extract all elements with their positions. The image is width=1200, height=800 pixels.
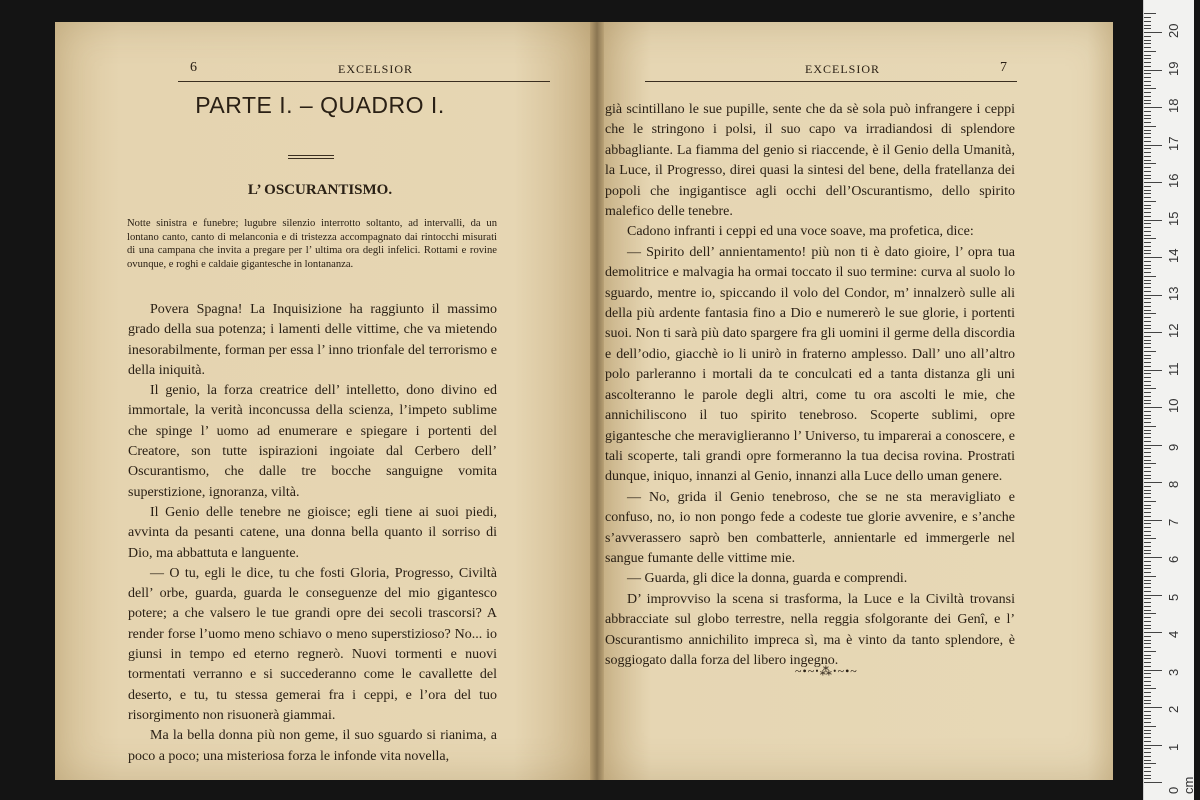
ruler-tick xyxy=(1144,632,1162,633)
chapter-title: PARTE I. – QUADRO I. xyxy=(195,92,445,118)
ruler-tick xyxy=(1144,306,1151,307)
ruler-tick xyxy=(1144,508,1151,509)
ruler-tick xyxy=(1144,28,1151,29)
ruler-number: 17 xyxy=(1166,136,1181,151)
ruler-tick xyxy=(1144,595,1162,596)
ruler-tick xyxy=(1144,475,1151,476)
ruler-tick xyxy=(1144,205,1151,206)
ruler-tick xyxy=(1144,692,1151,693)
ruler-tick xyxy=(1144,92,1151,93)
ruler-tick xyxy=(1144,501,1156,502)
ruler-tick xyxy=(1144,163,1156,164)
ruler-tick xyxy=(1144,295,1162,296)
left-running-head: EXCELSIOR xyxy=(338,62,413,76)
ruler-tick xyxy=(1144,561,1151,562)
ruler-tick xyxy=(1144,62,1151,63)
ruler-number: 14 xyxy=(1166,248,1181,263)
right-running-head: EXCELSIOR xyxy=(805,62,880,76)
ruler-tick xyxy=(1144,186,1151,187)
ruler-tick xyxy=(1144,407,1162,408)
ruler-tick xyxy=(1144,107,1162,108)
ruler-tick xyxy=(1144,130,1151,131)
ruler-tick xyxy=(1144,643,1151,644)
paragraph: Ma la bella donna più non geme, il suo sguardo si rianima, a poco a poco; una misteriosa forza le infonde vita novella, xyxy=(128,728,497,764)
paragraph: — O tu, egli le dice, tu che fosti Gloria, Progresso, Civiltà dell’ orbe, guarda, guarda le conseguenze del mio gigantesco potere; a che valsero le tue grandi opre dei secoli trascorsi? A render forse l’uomo meno schiavo o meno superstizioso? No... io giunsi in tempo ed eterno regnerò. Nuovi tormenti e nuovi tormentati verranno e si succederanno come le cavallette del deserto, e tu, tu stessa gemerai fra i ceppi, e l’ora del tuo risorgimento non risuonerà giammai. xyxy=(128,565,497,723)
ruler-tick xyxy=(1144,718,1151,719)
ruler-tick xyxy=(1144,302,1151,303)
ruler-unit-label: 0 cm xyxy=(1166,776,1196,794)
ruler-tick xyxy=(1144,733,1151,734)
ruler-tick xyxy=(1144,17,1151,18)
ruler-tick xyxy=(1144,276,1156,277)
ruler-tick xyxy=(1144,610,1151,611)
paragraph: Cadono infranti i ceppi ed una voce soave, ma profetica, dice: xyxy=(627,224,974,240)
ruler-tick xyxy=(1144,355,1151,356)
left-page-number: 6 xyxy=(190,60,198,75)
ruler-tick xyxy=(1144,576,1156,577)
ruler-tick xyxy=(1144,602,1151,603)
ruler-tick xyxy=(1144,452,1151,453)
ruler-tick xyxy=(1144,227,1151,228)
ruler-tick xyxy=(1144,621,1151,622)
ruler-tick xyxy=(1144,640,1151,641)
ruler-tick xyxy=(1144,118,1151,119)
ruler-tick xyxy=(1144,167,1151,168)
ruler-tick xyxy=(1144,722,1151,723)
ruler-number: 16 xyxy=(1166,173,1181,188)
ruler-tick xyxy=(1144,696,1151,697)
ruler-number: 10 xyxy=(1166,398,1181,413)
ruler-tick xyxy=(1144,775,1151,776)
section-subtitle: L’ OSCURANTISMO. xyxy=(247,182,393,198)
ruler-tick xyxy=(1144,538,1156,539)
ruler-tick xyxy=(1144,47,1151,48)
paragraph: — Spirito dell’ annientamento! più non ti è dato gioire, l’ opra tua demolitrice e malvagia ha ormai toccato il suo termine: curva al suolo lo sguardo, mentre io, spiccando il volo del Condor, m’ innalzerò sulle ali della più ardente fantasia fino a Dio e numererò le sue glorie, i portenti suoi. Non ti sarà più dato spargere fra gli uomini il germe della discordia e dell’odio, giacchè io li unirò in fraterno amplesso. Dall’ uno all’altro polo parleranno i mortali da te conculcati ed a tanta distanza gli uni ascolteranno le parole degli altri, come tu ora ascolti le mie, che annichiliscono il tuo spirito tenebroso. Scoperte sublimi, opre gigantesche che meraviglieranno l’ Universo, tu imparerai a conoscere, e tali scoperte, tali grandi opre formeranno la tua decisa rovina. Prostrati dunque, iniquo, innanzi al Genio, innanzi alla Luce dello uman genere. xyxy=(605,244,1015,485)
ruler-tick xyxy=(1144,685,1151,686)
ruler-tick xyxy=(1144,332,1162,333)
ruler-tick xyxy=(1144,126,1156,127)
ruler-tick xyxy=(1144,160,1151,161)
ruler-tick xyxy=(1144,85,1151,86)
ruler-tick xyxy=(1144,32,1162,33)
ruler-tick xyxy=(1144,77,1151,78)
ruler-tick xyxy=(1144,422,1151,423)
ruler-tick xyxy=(1144,171,1151,172)
ruler-tick xyxy=(1144,340,1151,341)
ruler-tick xyxy=(1144,553,1151,554)
ruler-number: 13 xyxy=(1166,286,1181,301)
ruler-number: 6 xyxy=(1166,555,1181,563)
ruler-tick xyxy=(1144,385,1151,386)
right-page-number: 7 xyxy=(1000,60,1008,75)
ruler-tick xyxy=(1144,115,1151,116)
ruler-tick xyxy=(1144,651,1156,652)
ruler-tick xyxy=(1144,655,1151,656)
ruler-tick xyxy=(1144,208,1151,209)
ruler-tick xyxy=(1144,347,1151,348)
ruler-tick xyxy=(1144,700,1151,701)
ruler-tick xyxy=(1144,21,1151,22)
left-body-text xyxy=(128,300,497,767)
ruler-number: 9 xyxy=(1166,443,1181,451)
ruler-tick xyxy=(1144,73,1151,74)
ruler-tick xyxy=(1144,100,1151,101)
ruler-tick xyxy=(1144,441,1151,442)
ruler-tick xyxy=(1144,433,1151,434)
paragraph: Povera Spagna! La Inquisizione ha raggiunto il massimo grado della sua potenza; i lamenti delle vittime, che va mietendo inesorabilmente, forman per essa l’ inno trionfale del terrorismo e della iniquità. xyxy=(128,302,497,378)
ruler-tick xyxy=(1144,460,1151,461)
ruler-tick xyxy=(1144,182,1162,183)
ruler-tick xyxy=(1144,238,1156,239)
ruler-tick xyxy=(1144,677,1151,678)
ruler-tick xyxy=(1144,96,1151,97)
ruler-tick xyxy=(1144,223,1151,224)
ruler-tick xyxy=(1144,175,1151,176)
ruler-tick xyxy=(1144,242,1151,243)
ruler-tick xyxy=(1144,741,1151,742)
ruler-tick xyxy=(1144,388,1156,389)
ruler-tick xyxy=(1144,778,1151,779)
ruler-number: 19 xyxy=(1166,61,1181,76)
ruler-tick xyxy=(1144,482,1162,483)
ruler-tick xyxy=(1144,415,1151,416)
ruler-tick xyxy=(1144,13,1156,14)
paragraph: Il Genio delle tenebre ne gioisce; egli tiene ai suoi piedi, avvinta da pesanti catene, una donna bella quanto il sorriso di Dio, ma abbattuta e languente. xyxy=(128,504,497,561)
ruler-tick xyxy=(1144,103,1151,104)
ruler-number: 8 xyxy=(1166,480,1181,488)
ruler-number: 2 xyxy=(1166,705,1181,713)
ruler-tick xyxy=(1144,373,1151,374)
ruler-tick xyxy=(1144,122,1151,123)
ruler-tick xyxy=(1144,673,1151,674)
ruler-tick xyxy=(1144,531,1151,532)
ruler-tick xyxy=(1144,580,1151,581)
ruler-tick xyxy=(1144,437,1151,438)
ruler-tick xyxy=(1144,178,1151,179)
ruler-tick xyxy=(1144,478,1151,479)
ruler-tick xyxy=(1144,520,1162,521)
ruler-tick xyxy=(1144,486,1151,487)
ruler-tick xyxy=(1144,658,1151,659)
ruler-tick xyxy=(1144,565,1151,566)
paragraph: Il genio, la forza creatrice dell’ intelletto, dono divino ed immortale, la verità inconcussa della scienza, l’impeto sublime che spinge l’ uomo ad enumerare e spiegare i portenti del Creatore, son tutte ispirazioni ingoiate dal Cerbero dell’ Oscurantismo, che dalle tre bocche sanguigne vomita superstizione, ignoranza, viltà. xyxy=(128,383,497,500)
ruler-tick xyxy=(1144,261,1151,262)
ruler-tick xyxy=(1144,396,1151,397)
ruler-tick xyxy=(1144,111,1151,112)
ruler-tick xyxy=(1144,572,1151,573)
ruler-number: 15 xyxy=(1166,211,1181,226)
ruler-number: 3 xyxy=(1166,668,1181,676)
ruler-tick xyxy=(1144,336,1151,337)
ruler-number: 20 xyxy=(1166,23,1181,38)
ruler-tick xyxy=(1144,51,1156,52)
ruler-tick xyxy=(1144,535,1151,536)
ruler-tick xyxy=(1144,370,1162,371)
ruler-tick xyxy=(1144,647,1151,648)
ruler-tick xyxy=(1144,606,1151,607)
ruler-tick xyxy=(1144,317,1151,318)
ruler-tick xyxy=(1144,598,1151,599)
ruler-tick xyxy=(1144,625,1151,626)
ruler-number: 4 xyxy=(1166,630,1181,638)
ruler-tick xyxy=(1144,246,1151,247)
ruler-tick xyxy=(1144,272,1151,273)
ruler-tick xyxy=(1144,313,1156,314)
end-ornament: ~•~ꞏ⁂ꞏ~•~ xyxy=(795,664,858,678)
ruler-tick xyxy=(1144,81,1151,82)
ruler-tick xyxy=(1144,66,1151,67)
ruler-tick xyxy=(1144,381,1151,382)
ruler-tick xyxy=(1144,760,1151,761)
ruler-tick xyxy=(1144,400,1151,401)
ruler-tick xyxy=(1144,445,1162,446)
ruler-tick xyxy=(1144,193,1151,194)
ruler-tick xyxy=(1144,662,1151,663)
ruler-tick xyxy=(1144,703,1151,704)
ruler-tick xyxy=(1144,730,1151,731)
ruler-tick xyxy=(1144,493,1151,494)
title-double-rule xyxy=(288,155,334,159)
ruler-tick xyxy=(1144,231,1151,232)
ruler-tick xyxy=(1144,190,1151,191)
ruler-number: 11 xyxy=(1166,362,1181,376)
ruler-tick xyxy=(1144,448,1151,449)
ruler-tick xyxy=(1144,197,1151,198)
ruler-tick xyxy=(1144,137,1151,138)
ruler-tick xyxy=(1144,430,1151,431)
ruler-tick xyxy=(1144,268,1151,269)
ruler-tick xyxy=(1144,152,1151,153)
ruler-tick xyxy=(1144,58,1151,59)
ruler-tick xyxy=(1144,362,1151,363)
ruler-tick xyxy=(1144,505,1151,506)
ruler-tick xyxy=(1144,283,1151,284)
ruler-tick xyxy=(1144,133,1151,134)
ruler-tick xyxy=(1144,681,1151,682)
ruler-tick xyxy=(1144,711,1151,712)
ruler-tick xyxy=(1144,463,1156,464)
ruler-tick xyxy=(1144,752,1151,753)
ruler-tick xyxy=(1144,745,1162,746)
ruler-tick xyxy=(1144,253,1151,254)
ruler-tick xyxy=(1144,148,1151,149)
ruler-tick xyxy=(1144,670,1162,671)
ruler-tick xyxy=(1144,216,1151,217)
ruler-tick xyxy=(1144,550,1151,551)
ruler-tick xyxy=(1144,250,1151,251)
ruler-tick xyxy=(1144,328,1151,329)
ruler-tick xyxy=(1144,201,1156,202)
ruler-tick xyxy=(1144,366,1151,367)
ruler-tick xyxy=(1144,70,1162,71)
ruler-tick xyxy=(1144,392,1151,393)
ruler-tick xyxy=(1144,377,1151,378)
measuring-ruler xyxy=(1143,0,1194,800)
ruler-tick xyxy=(1144,291,1151,292)
ruler-tick xyxy=(1144,636,1151,637)
left-header-rule xyxy=(178,81,550,82)
right-header-rule xyxy=(645,81,1017,82)
ruler-number: 5 xyxy=(1166,593,1181,601)
paragraph: — No, grida il Genio tenebroso, che se ne sta meravigliato e confuso, no, io non pongo fede a codeste tue glorie avvenire, e s’anche s’avverassero saprò ben combatterle, annientarle ed immergerle nel sangue fumante delle vittime mie. xyxy=(605,489,1015,566)
ruler-tick xyxy=(1144,546,1151,547)
paragraph: — Guarda, gli dice la donna, guarda e comprendi. xyxy=(627,571,908,587)
ruler-tick xyxy=(1144,310,1151,311)
ruler-tick xyxy=(1144,280,1151,281)
ruler-tick xyxy=(1144,265,1151,266)
ruler-tick xyxy=(1144,748,1151,749)
ruler-tick xyxy=(1144,512,1151,513)
ruler-tick xyxy=(1144,527,1151,528)
ruler-tick xyxy=(1144,351,1156,352)
ruler-tick xyxy=(1144,257,1162,258)
right-body-text xyxy=(605,100,1015,671)
ruler-tick xyxy=(1144,298,1151,299)
ruler-number: 12 xyxy=(1166,323,1181,338)
ruler-tick xyxy=(1144,613,1156,614)
ruler-tick xyxy=(1144,583,1151,584)
ruler-tick xyxy=(1144,325,1151,326)
ruler-tick xyxy=(1144,542,1151,543)
ruler-tick xyxy=(1144,40,1151,41)
ruler-tick xyxy=(1144,36,1151,37)
ruler-tick xyxy=(1144,516,1151,517)
ruler-tick xyxy=(1144,156,1151,157)
ruler-tick xyxy=(1144,212,1151,213)
ruler-tick xyxy=(1144,220,1162,221)
book-gutter xyxy=(590,22,604,780)
ruler-tick xyxy=(1144,358,1151,359)
ruler-tick xyxy=(1144,141,1151,142)
ruler-tick xyxy=(1144,617,1151,618)
ruler-tick xyxy=(1144,763,1156,764)
paragraph: D’ improvviso la scena si trasforma, la Luce e la Civiltà trovansi abbracciate sul globo terrestre, nella reggia sfolgorante dei Genî, e l’ Oscurantismo annichilito impreca sì, ma è vinto da tanto splendore, è soggiogato dalla forza del libero ingegno. xyxy=(605,591,1015,668)
ruler-tick xyxy=(1144,591,1151,592)
ruler-tick xyxy=(1144,25,1151,26)
ruler-tick xyxy=(1144,587,1151,588)
ruler-tick xyxy=(1144,782,1162,783)
ruler-tick xyxy=(1144,343,1151,344)
ruler-tick xyxy=(1144,467,1151,468)
ruler-tick xyxy=(1144,321,1151,322)
ruler-tick xyxy=(1144,43,1151,44)
ruler-tick xyxy=(1144,287,1151,288)
ruler-tick xyxy=(1144,403,1151,404)
ruler-tick xyxy=(1144,471,1151,472)
paragraph: già scintillano le sue pupille, sente che da sè sola può infrangere i ceppi che le stringono i polsi, il suo capo va irradiandosi di splendore abbagliante. La fiamma del genio si riaccende, è il Genio della Umanità, la Luce, il Progresso, direi quasi la sintesi del bene, della fratellanza dei popoli che ingigantisce agli occhi dell’Oscurantismo, dello spirito malefico delle tenebre. xyxy=(605,102,1015,220)
ruler-number: 18 xyxy=(1166,98,1181,113)
ruler-tick xyxy=(1144,771,1151,772)
ruler-tick xyxy=(1144,726,1156,727)
ruler-tick xyxy=(1144,568,1151,569)
ruler-tick xyxy=(1144,55,1151,56)
ruler-tick xyxy=(1144,756,1151,757)
ruler-tick xyxy=(1144,456,1151,457)
ruler-tick xyxy=(1144,737,1151,738)
ruler-tick xyxy=(1144,628,1151,629)
ruler-tick xyxy=(1144,715,1151,716)
ruler-tick xyxy=(1144,688,1156,689)
ruler-number: 7 xyxy=(1166,518,1181,526)
ruler-tick xyxy=(1144,235,1151,236)
ruler-number: 1 xyxy=(1166,743,1181,751)
ruler-tick xyxy=(1144,418,1151,419)
ruler-tick xyxy=(1144,88,1156,89)
ruler-tick xyxy=(1144,767,1151,768)
ruler-tick xyxy=(1144,523,1151,524)
ruler-tick xyxy=(1144,497,1151,498)
ruler-tick xyxy=(1144,557,1162,558)
ruler-tick xyxy=(1144,490,1151,491)
ruler-tick xyxy=(1144,666,1151,667)
ruler-tick xyxy=(1144,411,1151,412)
ruler-tick xyxy=(1144,145,1162,146)
stage-direction: Notte sinistra e funebre; lugubre silenzio interrotto soltanto, ad intervalli, da un lontano canto, canto di melanconia e di tristezza accompagnato dai rintocchi misurati di una campana che invita a pregare per l’ ultima ora degli infelici. Rottami e rovine ovunque, e roghi e caldaie gigantesche in lontananza. xyxy=(127,218,497,270)
ruler-tick xyxy=(1144,426,1156,427)
ruler-tick xyxy=(1144,707,1162,708)
